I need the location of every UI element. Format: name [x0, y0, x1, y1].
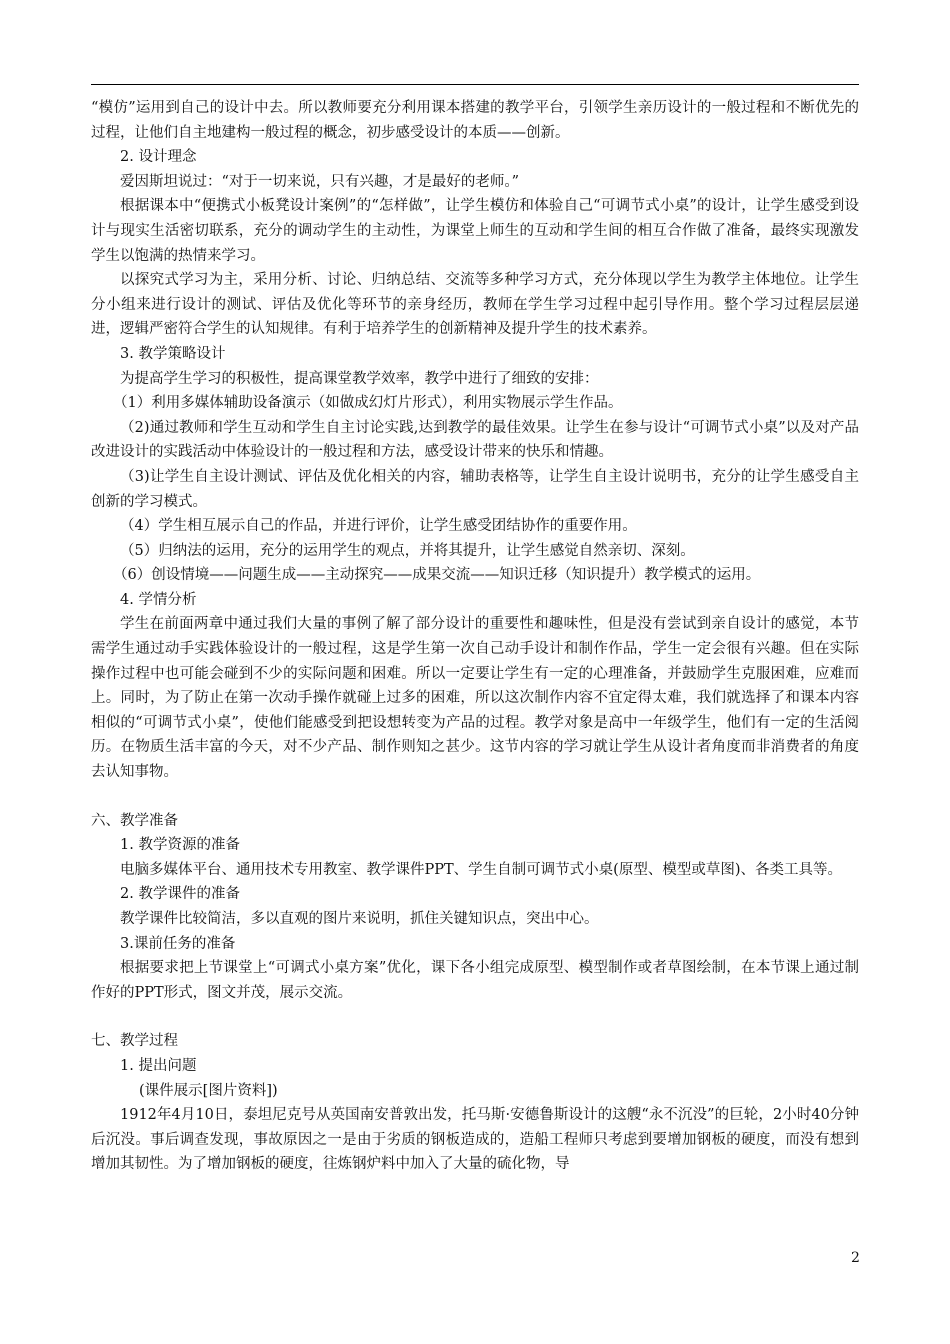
section-heading: 3.课前任务的准备	[120, 935, 236, 952]
page-number: 2	[851, 1250, 860, 1266]
paragraph: 1912年4月10日，泰坦尼克号从英国南安普敦出发，托马斯·安德鲁斯设计的这艘“永不沉没”的巨轮，2小时40分钟后沉没。事后调查发现，事故原因之一是由于劣质的钢板造成的，造船工程师只考虑到要增加钢板的硬度，而没有想到增加其韧性。为了增加钢板的硬度，往炼钢炉料中加入了大量的硫化物，导	[91, 1107, 859, 1173]
paragraph: 以探究式学习为主，采用分析、讨论、归纳总结、交流等多种学习方式，充分体现以学生为教学主体地位。让学生分小组来进行设计的测试、评估及优化等环节的亲身经历，教师在学生学习过程中起引导作用。整个学习过程层层递进，逻辑严密符合学生的认知规律。有利于培养学生的创新精神及提升学生的技术素养。	[91, 272, 859, 338]
section-heading: 1. 提出问题	[120, 1057, 197, 1074]
paragraph: (课件展示[图片资料])	[139, 1082, 278, 1099]
paragraph: 为提高学生学习的积极性，提高课堂教学效率，教学中进行了细致的安排：	[120, 370, 599, 387]
spacer	[91, 1005, 859, 1029]
chapter-heading: 六、教学准备	[91, 812, 178, 829]
chapter-heading: 七、教学过程	[91, 1033, 178, 1050]
paragraph: “模仿”运用到自己的设计中去。所以教师要充分利用课本搭建的教学平台，引领学生亲历设计的一般过程和不断优先的过程，让他们自主地建构一般过程的概念，初步感受设计的本质——创新。	[91, 100, 859, 141]
paragraph: 教学课件比较简洁，多以直观的图片来说明，抓住关键知识点，突出中心。	[120, 911, 599, 927]
section-heading: 2. 设计理念	[120, 149, 197, 166]
paragraph: 爱因斯坦说过：“对于一切来说，只有兴趣，才是最好的老师。”	[120, 173, 520, 190]
section-heading: 3. 教学策略设计	[120, 345, 226, 362]
paragraph: 根据课本中“便携式小板凳设计案例”的“怎样做”，让学生模仿和体验自己“可调节式小桌”的设计，让学生感受到设计与现实生活密切联系，充分的调动学生的主动性，为课堂上师生的互动和学生间的相互合作做了准备，最终实现激发学生以饱满的热情来学习。	[91, 198, 859, 264]
section-heading: 2. 教学课件的准备	[120, 886, 240, 903]
list-item: （1）利用多媒体辅助设备演示（如做成幻灯片形式），利用实物展示学生作品。	[113, 395, 623, 412]
paragraph: 根据要求把上节课堂上“可调式小桌方案”优化，课下各小组完成原型、模型制作或者草图绘制，在本节课上通过制作好的PPT形式，图文并茂，展示交流。	[91, 960, 859, 1001]
list-item: （5）归纳法的运用，充分的运用学生的观点，并将其提升，让学生感觉自然亲切、深刻。	[120, 542, 695, 559]
section-heading: 1. 教学资源的准备	[120, 837, 240, 854]
paragraph: 学生在前面两章中通过我们大量的事例了解了部分设计的重要性和趣味性，但是没有尝试到亲自设计的感觉，本节需学生通过动手实践体验设计的一般过程，这是学生第一次自己动手设计和制作作品，学生一定会很有兴趣。但在实际操作过程中也可能会碰到不少的实际问题和困难。所以一定要让学生有一定的心理准备，并鼓励学生克服困难，应难而上。同时，为了防止在第一次动手操作就碰上过多的困难，所以这次制作内容不宜定得太难，我们就选择了和课本内容相似的“可调节式小桌”，使他们能感受到把设想转变为产品的过程。教学对象是高中一年级学生，他们有一定的生活阅历。在物质生活丰富的今天，对不少产品、制作则知之甚少。这节内容的学习就让学生从设计者角度而非消费者的角度去认知事物。	[91, 616, 859, 781]
list-item: （3)让学生自主设计测试、评估及优化相关的内容，辅助表格等，让学生自主设计说明书，充分的让学生感受自主创新的学习模式。	[91, 468, 859, 510]
list-item: （2)通过教师和学生互动和学生自主讨论实践,达到教学的最佳效果。让学生在参与设计“可调节式小桌”以及对产品改进设计的实践活动中体验设计的一般过程和方法，感受设计带来的快乐和情趣。	[91, 419, 859, 461]
spacer	[91, 785, 859, 809]
list-item: （4）学生相互展示自己的作品，并进行评价，让学生感受团结协作的重要作用。	[120, 518, 637, 535]
paragraph: 电脑多媒体平台、通用技术专用教室、教学课件PPT、学生自制可调节式小桌(原型、模型或草图)、各类工具等。	[120, 861, 842, 878]
list-item: （6）创设情境——问题生成——主动探究——成果交流——知识迁移（知识提升）教学模式的运用。	[113, 567, 761, 584]
header-rule	[91, 84, 859, 85]
document-body	[91, 96, 859, 1177]
section-heading: 4. 学情分析	[120, 591, 197, 608]
